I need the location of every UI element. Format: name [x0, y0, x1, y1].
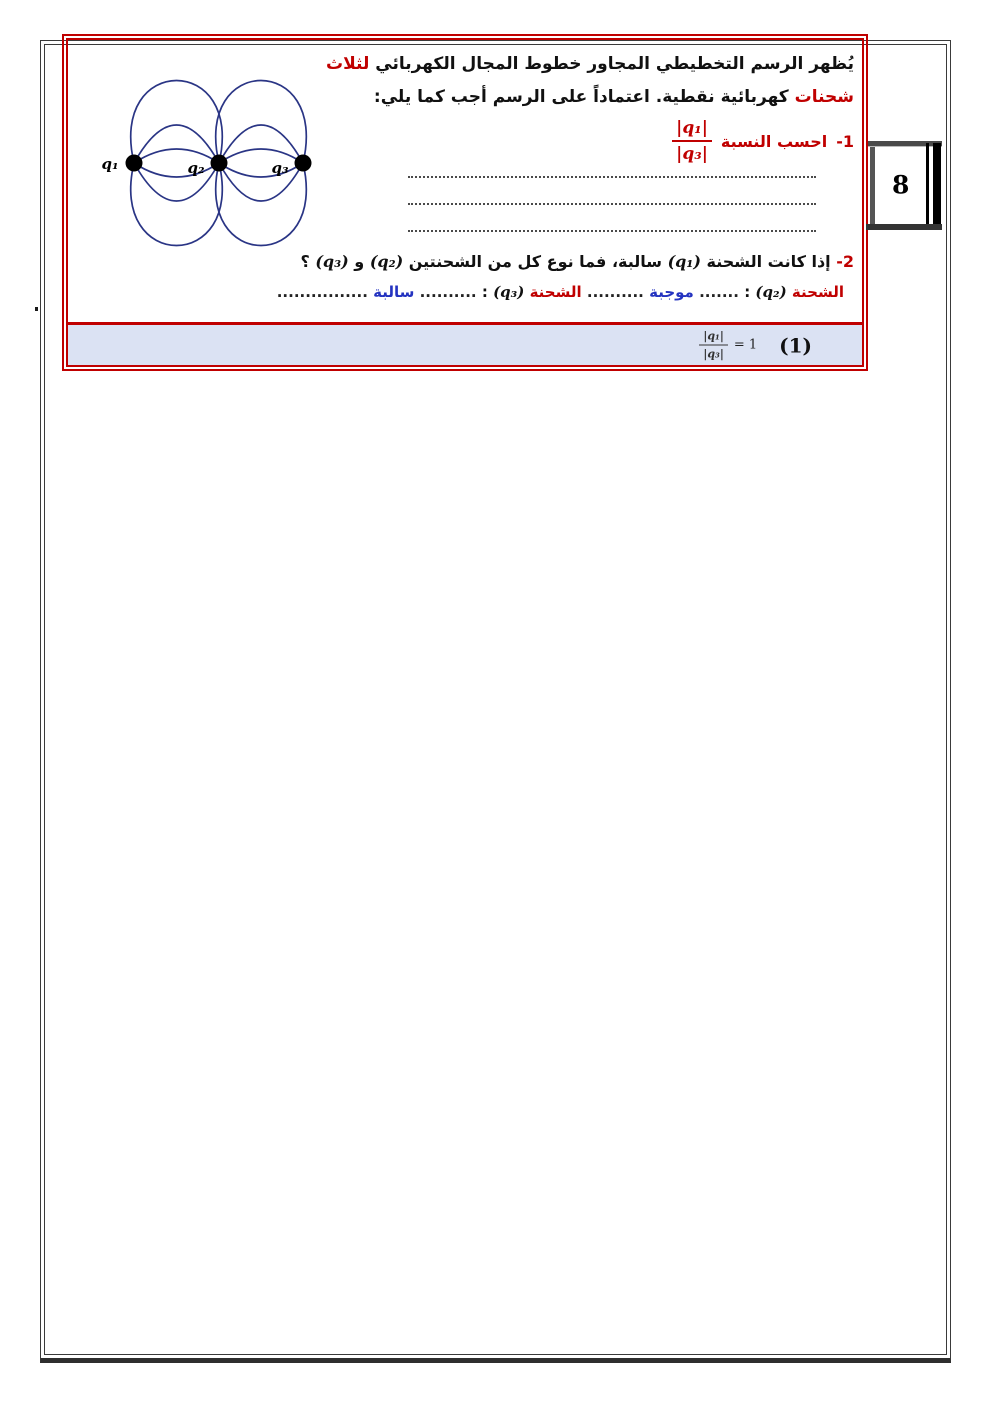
question-1: [672, 118, 854, 164]
result-equals: = 1: [733, 337, 758, 353]
question-2-text-2: سالبة، فما نوع كل من الشحنتين: [408, 252, 663, 271]
answer-colon-2: :: [481, 283, 488, 301]
charge-label-q2: q₂: [187, 159, 205, 177]
charge-dot-q3: [295, 155, 312, 172]
intro-line-1: [326, 53, 854, 76]
question-2: [301, 251, 855, 273]
charge-label-q1: q₁: [101, 155, 119, 173]
answer-dots-1: .......: [699, 283, 739, 301]
result-fraction-numerator: |q₁|: [699, 330, 728, 346]
answer-q3-symbol: (q₃): [493, 283, 525, 301]
result-fraction: [699, 330, 728, 361]
answer-dots-2: ..........: [586, 283, 644, 301]
fraction-numerator: |q₁|: [672, 118, 712, 142]
page-number-box-top-bar: [868, 141, 942, 147]
answer-value-1: موجبة: [649, 283, 694, 301]
answer-dots-4: ................: [276, 283, 368, 301]
answer-dots-3: ..........: [419, 283, 477, 301]
intro-line1-red: لثلاث: [326, 54, 370, 74]
intro-line1-black: يُظهر الرسم التخطيطي المجاور خطوط المجال الكهربائي: [375, 54, 854, 74]
answer-strip: [68, 322, 862, 365]
answer-label-2: الشحنة: [529, 283, 582, 301]
intro-line-2: [374, 86, 854, 109]
answer-value-2: سالبة: [373, 283, 415, 301]
question-2-qmark: ؟: [300, 252, 310, 271]
page-number-box-right-thick-bar: [933, 143, 941, 224]
stray-mark: [35, 307, 38, 311]
fraction-denominator: |q₃|: [676, 144, 708, 164]
question-box: [62, 34, 868, 371]
question-1-number: 1-: [836, 131, 854, 151]
result-formula: [699, 330, 812, 361]
answer-q2-symbol: (q₂): [755, 283, 787, 301]
charge-dot-q1: [126, 155, 143, 172]
question-2-q1-symbol: (q₁): [667, 252, 701, 271]
answer-label-1: الشحنة: [791, 283, 844, 301]
page-number-box-right-thin-bar: [926, 143, 929, 224]
charge-dot-q2: [211, 155, 228, 172]
question-2-number: 2-: [836, 252, 854, 271]
page-number: 8: [892, 169, 910, 199]
question-1-text: احسب النسبة: [720, 131, 828, 151]
page-number-box-bottom-bar: [866, 224, 942, 230]
question-2-text-3: و: [354, 252, 365, 271]
page-number-box-left-bar: [870, 147, 875, 224]
question-2-text-1: إذا كانت الشحنة: [706, 252, 831, 271]
question-2-q3-symbol: (q₃): [315, 252, 349, 271]
answer-dotted-line-3: [408, 228, 816, 232]
intro-line2-red: شحنات: [794, 87, 854, 107]
answer-dotted-line-2: [408, 201, 816, 205]
result-mark: (1): [779, 333, 812, 357]
page-number-box: [868, 141, 942, 230]
answer-dotted-line-1: [408, 174, 816, 178]
intro-line2-black: كهربائية نقطية. اعتماداً على الرسم أجب كما يلي:: [373, 87, 789, 107]
question-2-q2-symbol: (q₂): [369, 252, 404, 271]
question-2-answer: [277, 283, 844, 301]
question-1-fraction: [672, 118, 712, 164]
charge-label-q3: q₃: [271, 159, 289, 177]
result-fraction-denominator: |q₃|: [703, 347, 724, 361]
field-line-diagram: [88, 76, 336, 262]
answer-colon-1: :: [744, 283, 751, 301]
